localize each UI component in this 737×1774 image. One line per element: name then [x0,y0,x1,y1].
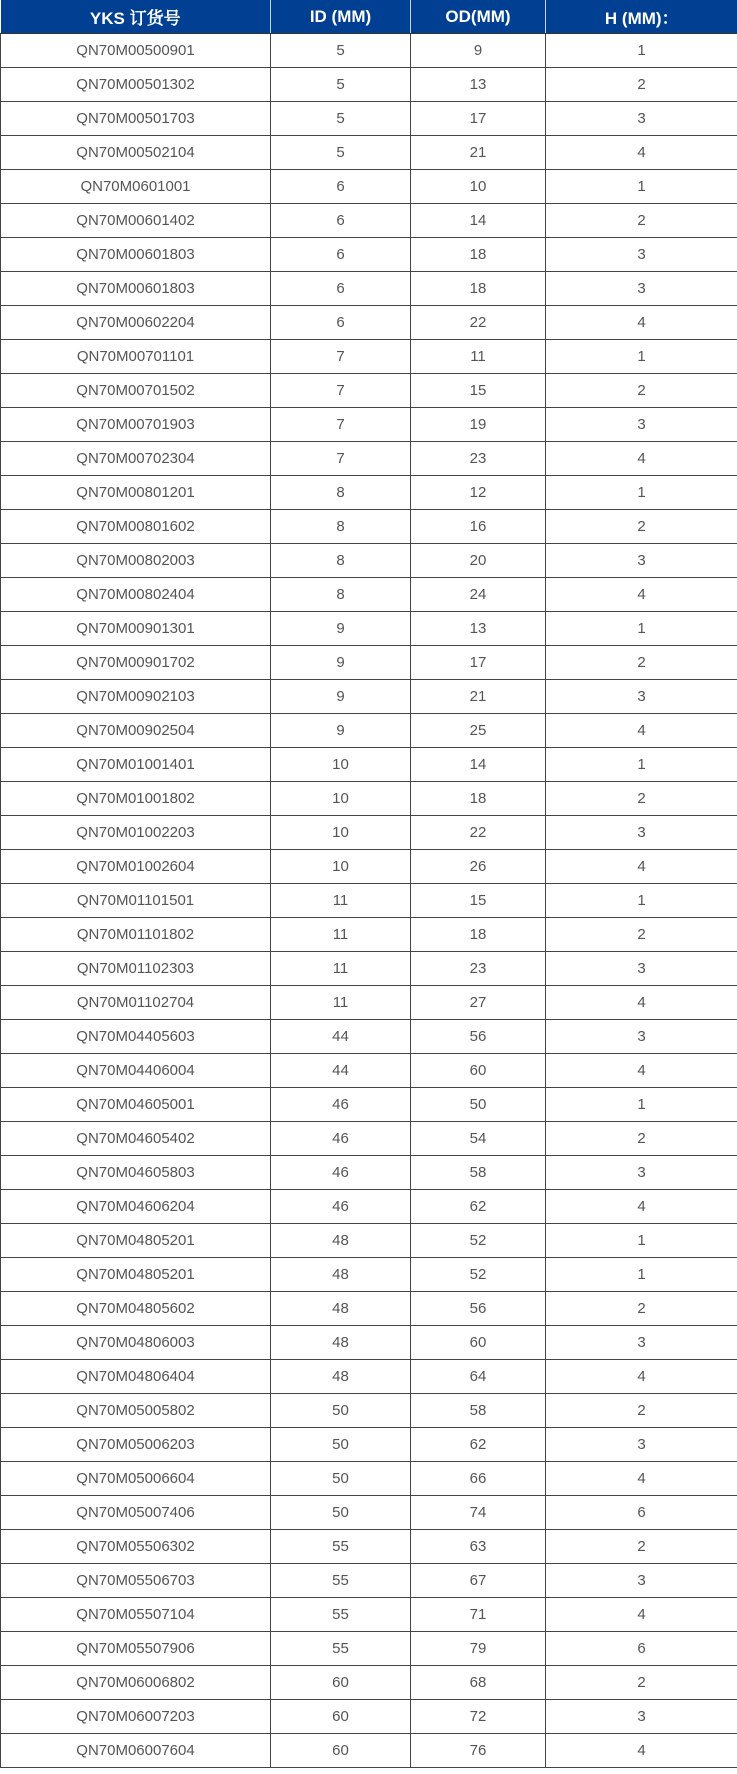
cell-outer-diameter: 21 [411,680,546,714]
cell-inner-diameter: 46 [271,1122,411,1156]
cell-outer-diameter: 24 [411,578,546,612]
cell-inner-diameter: 8 [271,510,411,544]
cell-outer-diameter: 68 [411,1666,546,1700]
cell-order-number: QN70M01101501 [1,884,271,918]
cell-inner-diameter: 44 [271,1054,411,1088]
cell-inner-diameter: 7 [271,442,411,476]
cell-order-number: QN70M00702304 [1,442,271,476]
table-row [1,714,737,748]
cell-height: 3 [546,680,737,714]
cell-order-number: QN70M04605402 [1,1122,271,1156]
cell-outer-diameter: 54 [411,1122,546,1156]
cell-order-number: QN70M01001802 [1,782,271,816]
table-row [1,68,737,102]
cell-outer-diameter: 56 [411,1292,546,1326]
cell-height: 6 [546,1496,737,1530]
cell-outer-diameter: 22 [411,306,546,340]
cell-height: 1 [546,884,737,918]
table-row [1,170,737,204]
table-row [1,1088,737,1122]
cell-order-number: QN70M05507104 [1,1598,271,1632]
cell-height: 4 [546,1734,737,1768]
cell-outer-diameter: 67 [411,1564,546,1598]
cell-inner-diameter: 46 [271,1088,411,1122]
cell-outer-diameter: 50 [411,1088,546,1122]
cell-height: 2 [546,1530,737,1564]
cell-inner-diameter: 48 [271,1224,411,1258]
header-inner-diameter: ID (MM) [271,0,411,34]
cell-inner-diameter: 60 [271,1666,411,1700]
cell-height: 3 [546,1156,737,1190]
cell-order-number: QN70M04806404 [1,1360,271,1394]
cell-order-number: QN70M06007604 [1,1734,271,1768]
cell-outer-diameter: 76 [411,1734,546,1768]
cell-outer-diameter: 18 [411,272,546,306]
cell-height: 2 [546,68,737,102]
cell-order-number: QN70M05006604 [1,1462,271,1496]
table-row [1,1734,737,1768]
table-row [1,748,737,782]
cell-outer-diameter: 60 [411,1326,546,1360]
table-row [1,1564,737,1598]
cell-height: 2 [546,646,737,680]
cell-inner-diameter: 48 [271,1292,411,1326]
cell-inner-diameter: 6 [271,306,411,340]
cell-outer-diameter: 13 [411,612,546,646]
table-row [1,1360,737,1394]
cell-order-number: QN70M00901301 [1,612,271,646]
cell-height: 2 [546,918,737,952]
cell-order-number: QN70M00801602 [1,510,271,544]
table-row [1,510,737,544]
table-row [1,204,737,238]
table-body [1,34,737,1768]
cell-inner-diameter: 10 [271,816,411,850]
cell-outer-diameter: 16 [411,510,546,544]
table-row [1,1190,737,1224]
cell-height: 2 [546,1666,737,1700]
cell-outer-diameter: 13 [411,68,546,102]
cell-height: 3 [546,1428,737,1462]
cell-outer-diameter: 27 [411,986,546,1020]
cell-inner-diameter: 46 [271,1190,411,1224]
cell-height: 4 [546,136,737,170]
cell-outer-diameter: 23 [411,952,546,986]
cell-height: 3 [546,1564,737,1598]
cell-inner-diameter: 10 [271,850,411,884]
cell-height: 2 [546,1122,737,1156]
cell-inner-diameter: 48 [271,1326,411,1360]
cell-inner-diameter: 8 [271,544,411,578]
cell-height: 3 [546,1020,737,1054]
table-row [1,340,737,374]
cell-order-number: QN70M05005802 [1,1394,271,1428]
table-row [1,1700,737,1734]
cell-height: 3 [546,102,737,136]
table-row [1,1462,737,1496]
cell-outer-diameter: 14 [411,748,546,782]
cell-height: 1 [546,1088,737,1122]
table-header [1,0,737,34]
cell-inner-diameter: 60 [271,1700,411,1734]
cell-order-number: QN70M05006203 [1,1428,271,1462]
cell-order-number: QN70M01002203 [1,816,271,850]
cell-inner-diameter: 5 [271,102,411,136]
cell-order-number: QN70M00801201 [1,476,271,510]
cell-order-number: QN70M04805602 [1,1292,271,1326]
table-row [1,1666,737,1700]
cell-order-number: QN70M04805201 [1,1224,271,1258]
cell-height: 4 [546,306,737,340]
cell-order-number: QN70M00601803 [1,238,271,272]
cell-height: 1 [546,34,737,68]
cell-order-number: QN70M00601402 [1,204,271,238]
table-row [1,1054,737,1088]
header-row [1,0,737,34]
cell-order-number: QN70M00502104 [1,136,271,170]
cell-order-number: QN70M00501302 [1,68,271,102]
cell-outer-diameter: 12 [411,476,546,510]
cell-height: 2 [546,510,737,544]
cell-height: 1 [546,170,737,204]
cell-outer-diameter: 72 [411,1700,546,1734]
cell-outer-diameter: 63 [411,1530,546,1564]
table-row [1,884,737,918]
table-row [1,102,737,136]
cell-order-number: QN70M01102303 [1,952,271,986]
table-row [1,136,737,170]
cell-outer-diameter: 52 [411,1258,546,1292]
cell-order-number: QN70M00701502 [1,374,271,408]
cell-order-number: QN70M00802404 [1,578,271,612]
table-row [1,816,737,850]
cell-order-number: QN70M01102704 [1,986,271,1020]
cell-height: 4 [546,442,737,476]
cell-inner-diameter: 9 [271,612,411,646]
cell-height: 4 [546,1598,737,1632]
table-row [1,1156,737,1190]
cell-outer-diameter: 66 [411,1462,546,1496]
cell-height: 3 [546,1326,737,1360]
cell-outer-diameter: 22 [411,816,546,850]
cell-outer-diameter: 18 [411,782,546,816]
table-row [1,986,737,1020]
cell-outer-diameter: 15 [411,884,546,918]
cell-order-number: QN70M00902504 [1,714,271,748]
table-row [1,442,737,476]
table-row [1,1258,737,1292]
table-row [1,1020,737,1054]
cell-order-number: QN70M01001401 [1,748,271,782]
cell-inner-diameter: 48 [271,1360,411,1394]
cell-inner-diameter: 44 [271,1020,411,1054]
table-row [1,1292,737,1326]
cell-inner-diameter: 7 [271,408,411,442]
cell-order-number: QN70M06006802 [1,1666,271,1700]
cell-height: 4 [546,986,737,1020]
cell-height: 4 [546,714,737,748]
cell-inner-diameter: 8 [271,476,411,510]
cell-inner-diameter: 9 [271,714,411,748]
cell-height: 3 [546,544,737,578]
cell-outer-diameter: 17 [411,102,546,136]
cell-order-number: QN70M00901702 [1,646,271,680]
table-row [1,782,737,816]
cell-inner-diameter: 9 [271,646,411,680]
cell-order-number: QN70M00501703 [1,102,271,136]
cell-outer-diameter: 62 [411,1190,546,1224]
table-row [1,476,737,510]
table-row [1,1428,737,1462]
cell-height: 1 [546,340,737,374]
cell-inner-diameter: 46 [271,1156,411,1190]
header-height: H (MM)： [546,0,737,34]
cell-inner-diameter: 55 [271,1632,411,1666]
cell-inner-diameter: 6 [271,170,411,204]
table-row [1,918,737,952]
table-row [1,1122,737,1156]
header-order-number: YKS 订货号 [1,0,271,34]
cell-height: 2 [546,374,737,408]
cell-height: 4 [546,850,737,884]
cell-height: 2 [546,1292,737,1326]
cell-order-number: QN70M04606204 [1,1190,271,1224]
cell-order-number: QN70M04605803 [1,1156,271,1190]
cell-inner-diameter: 48 [271,1258,411,1292]
cell-order-number: QN70M05007406 [1,1496,271,1530]
cell-height: 1 [546,748,737,782]
cell-outer-diameter: 18 [411,238,546,272]
cell-height: 2 [546,782,737,816]
cell-inner-diameter: 55 [271,1564,411,1598]
table-row [1,1326,737,1360]
cell-inner-diameter: 7 [271,340,411,374]
cell-order-number: QN70M0601001 [1,170,271,204]
cell-inner-diameter: 6 [271,238,411,272]
cell-outer-diameter: 17 [411,646,546,680]
table-row [1,680,737,714]
table-row [1,1598,737,1632]
table-row [1,1394,737,1428]
table-row [1,272,737,306]
cell-height: 1 [546,476,737,510]
cell-inner-diameter: 6 [271,204,411,238]
table-row [1,34,737,68]
cell-order-number: QN70M04406004 [1,1054,271,1088]
cell-inner-diameter: 50 [271,1496,411,1530]
cell-order-number: QN70M00500901 [1,34,271,68]
table-row [1,1530,737,1564]
cell-outer-diameter: 79 [411,1632,546,1666]
cell-height: 3 [546,238,737,272]
cell-outer-diameter: 18 [411,918,546,952]
cell-height: 3 [546,272,737,306]
cell-outer-diameter: 26 [411,850,546,884]
cell-inner-diameter: 11 [271,884,411,918]
cell-inner-diameter: 50 [271,1428,411,1462]
cell-order-number: QN70M05506703 [1,1564,271,1598]
cell-inner-diameter: 11 [271,918,411,952]
table-row [1,306,737,340]
cell-height: 3 [546,952,737,986]
cell-height: 3 [546,816,737,850]
cell-outer-diameter: 64 [411,1360,546,1394]
cell-height: 3 [546,1700,737,1734]
cell-outer-diameter: 71 [411,1598,546,1632]
table-row [1,850,737,884]
cell-order-number: QN70M04806003 [1,1326,271,1360]
cell-outer-diameter: 62 [411,1428,546,1462]
cell-inner-diameter: 5 [271,136,411,170]
table-row [1,646,737,680]
cell-outer-diameter: 60 [411,1054,546,1088]
cell-inner-diameter: 10 [271,748,411,782]
cell-order-number: QN70M00701101 [1,340,271,374]
cell-order-number: QN70M04805201 [1,1258,271,1292]
table-row [1,238,737,272]
cell-outer-diameter: 52 [411,1224,546,1258]
cell-inner-diameter: 55 [271,1530,411,1564]
cell-outer-diameter: 23 [411,442,546,476]
cell-outer-diameter: 56 [411,1020,546,1054]
cell-order-number: QN70M00902103 [1,680,271,714]
cell-order-number: QN70M00602204 [1,306,271,340]
cell-inner-diameter: 50 [271,1462,411,1496]
cell-order-number: QN70M00802003 [1,544,271,578]
cell-inner-diameter: 9 [271,680,411,714]
cell-order-number: QN70M05506302 [1,1530,271,1564]
cell-inner-diameter: 11 [271,952,411,986]
cell-outer-diameter: 74 [411,1496,546,1530]
cell-inner-diameter: 60 [271,1734,411,1768]
table-row [1,612,737,646]
table-row [1,1632,737,1666]
cell-outer-diameter: 58 [411,1394,546,1428]
table-row [1,952,737,986]
cell-inner-diameter: 11 [271,986,411,1020]
cell-height: 1 [546,1224,737,1258]
cell-outer-diameter: 11 [411,340,546,374]
cell-order-number: QN70M06007203 [1,1700,271,1734]
cell-outer-diameter: 21 [411,136,546,170]
table-row [1,408,737,442]
cell-order-number: QN70M01101802 [1,918,271,952]
table-row [1,1224,737,1258]
cell-outer-diameter: 58 [411,1156,546,1190]
cell-height: 1 [546,612,737,646]
cell-height: 6 [546,1632,737,1666]
cell-order-number: QN70M00601803 [1,272,271,306]
cell-inner-diameter: 5 [271,68,411,102]
cell-inner-diameter: 7 [271,374,411,408]
cell-height: 1 [546,1258,737,1292]
cell-inner-diameter: 55 [271,1598,411,1632]
cell-height: 4 [546,1360,737,1394]
cell-outer-diameter: 15 [411,374,546,408]
cell-height: 4 [546,1462,737,1496]
cell-order-number: QN70M04605001 [1,1088,271,1122]
table-row [1,374,737,408]
cell-order-number: QN70M05507906 [1,1632,271,1666]
cell-outer-diameter: 10 [411,170,546,204]
cell-inner-diameter: 50 [271,1394,411,1428]
cell-order-number: QN70M04405603 [1,1020,271,1054]
cell-order-number: QN70M01002604 [1,850,271,884]
cell-order-number: QN70M00701903 [1,408,271,442]
table-row [1,578,737,612]
cell-outer-diameter: 9 [411,34,546,68]
cell-outer-diameter: 19 [411,408,546,442]
cell-inner-diameter: 5 [271,34,411,68]
table-row [1,544,737,578]
cell-outer-diameter: 14 [411,204,546,238]
table-row [1,1496,737,1530]
cell-outer-diameter: 25 [411,714,546,748]
cell-height: 4 [546,578,737,612]
cell-height: 3 [546,408,737,442]
cell-inner-diameter: 10 [271,782,411,816]
cell-inner-diameter: 8 [271,578,411,612]
cell-height: 2 [546,1394,737,1428]
cell-outer-diameter: 20 [411,544,546,578]
header-outer-diameter: OD(MM) [411,0,546,34]
cell-height: 4 [546,1054,737,1088]
cell-inner-diameter: 6 [271,272,411,306]
cell-height: 4 [546,1190,737,1224]
cell-height: 2 [546,204,737,238]
